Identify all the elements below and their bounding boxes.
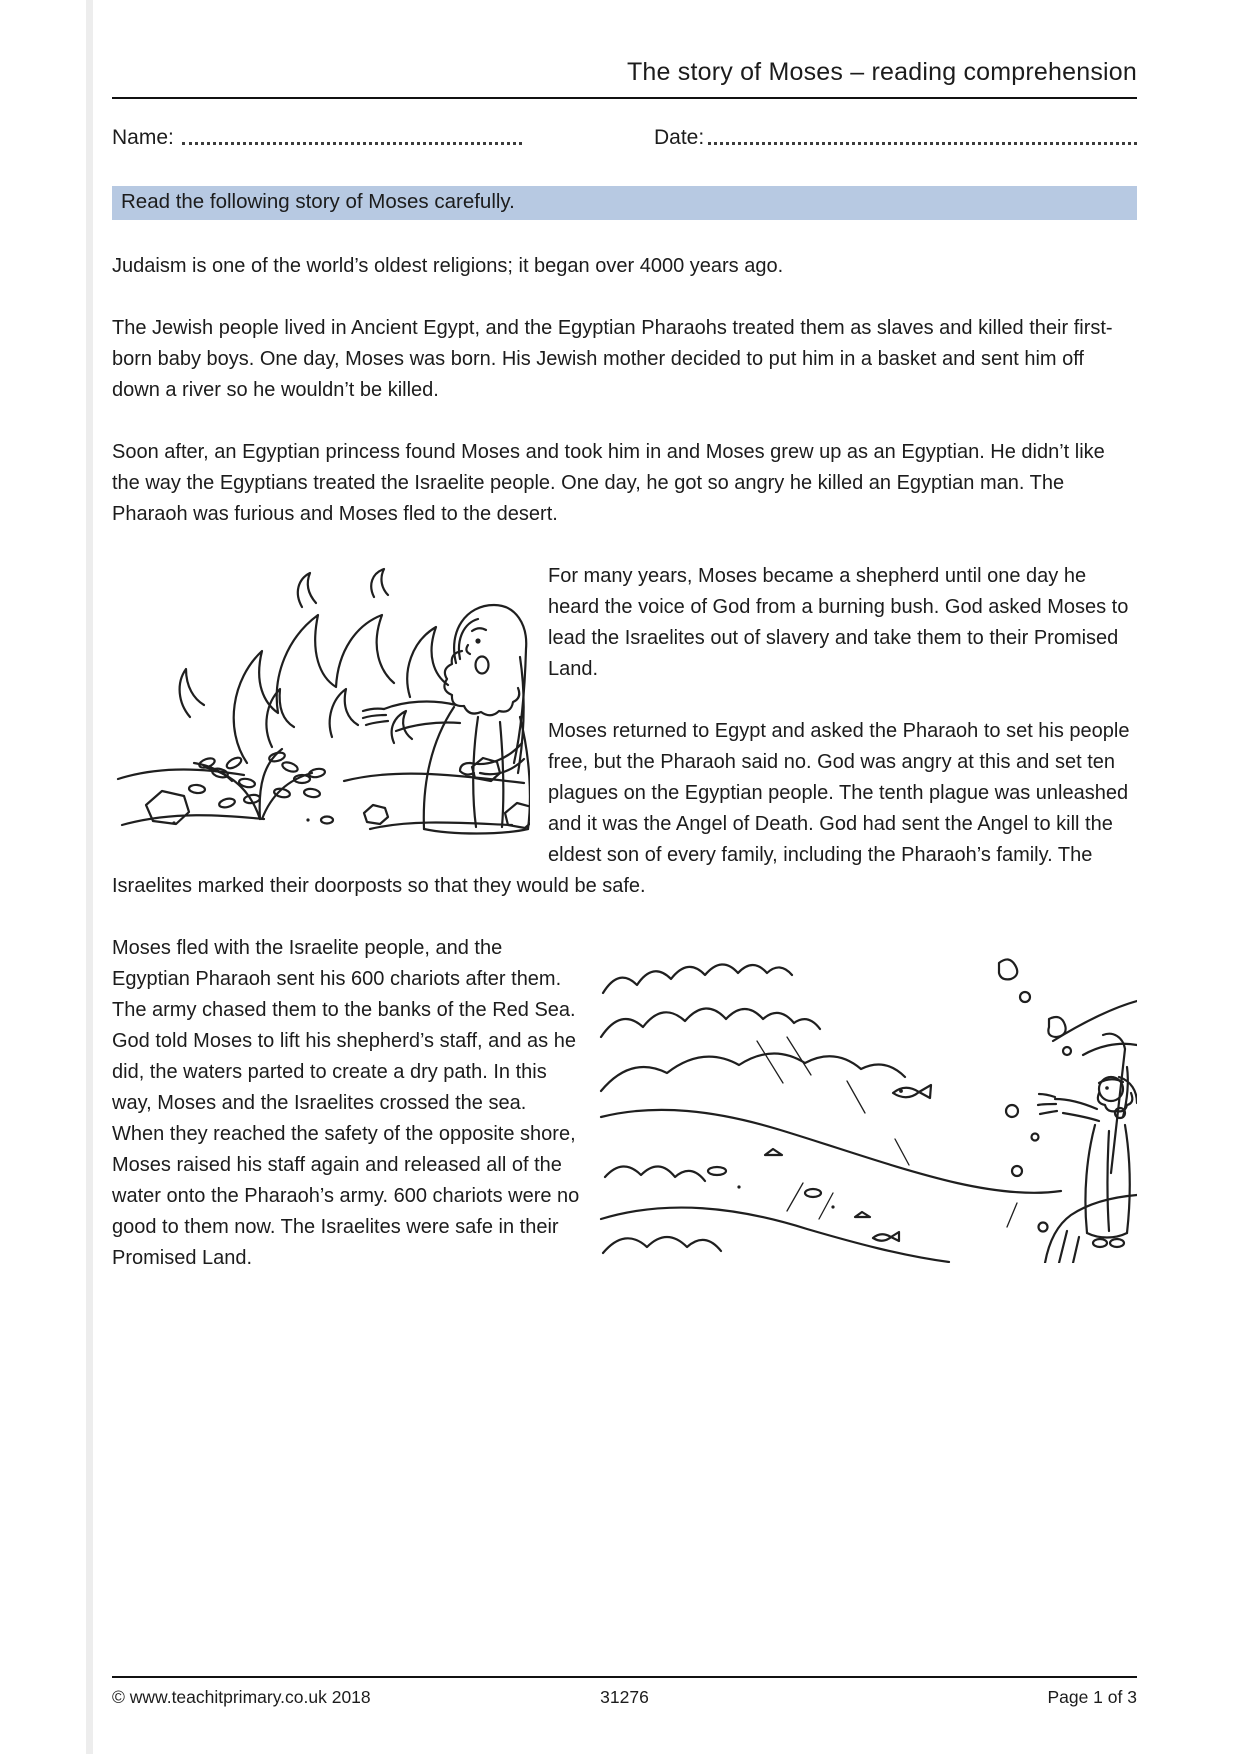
date-field [654, 126, 1137, 150]
name-date-row [112, 126, 1137, 150]
footer [112, 1676, 1137, 1708]
story-paragraph-2: The Jewish people lived in Ancient Egypt, and the Egyptian Pharaohs treated them as slaves and killed their first-born baby boys. One day, Moses was born. His Jewish mother decided to put him in a basket and sent him off down a river so he wouldn’t be killed. [112, 317, 1113, 401]
footer-page-number: Page 1 of 3 [1047, 1687, 1137, 1707]
red-sea-illustration [597, 941, 1137, 1263]
story-paragraph-6: Moses fled with the Israelite people, and the Egyptian Pharaoh sent his 600 chariots after them. The army chased them to the banks of the Red Sea. God told Moses to lift his shepherd’s staff, and as he did, the waters parted to create a dry path. In this way, Moses and the Israelites crossed the sea. When they reached the safety of the opposite shore, Moses raised his staff again and released all of the water onto the Pharaoh’s army. 600 chariots were no good to them now. The Israelites were safe in their Promised Land. [112, 937, 580, 1269]
name-write-line [182, 142, 522, 145]
story-paragraph-1: Judaism is one of the world’s oldest religions; it began over 4000 years ago. [112, 255, 784, 277]
date-label: Date: [654, 126, 705, 149]
header [112, 58, 1137, 99]
burning-bush-section [112, 561, 1137, 902]
story-paragraph-4: For many years, Moses became a shepherd until one day he heard the voice of God from a burning bush. God asked Moses to lead the Israelites out of slavery and take them to their Promised Land. [548, 565, 1129, 680]
footer-copyright: © www.teachitprimary.co.uk 2018 [112, 1687, 371, 1707]
date-write-line [708, 142, 1137, 145]
footer-resource-id: 31276 [600, 1687, 649, 1707]
name-label: Name: [112, 126, 174, 149]
burning-bush-illustration [112, 567, 530, 845]
page-content [112, 0, 1137, 1274]
instruction-banner: Read the following story of Moses carefully. [112, 186, 1137, 220]
story-paragraph-3: Soon after, an Egyptian princess found Moses and took him in and Moses grew up as an Egyptian. He didn’t like the way the Egyptians treated the Israelite people. One day, he got so angry he killed an Egyptian man. The Pharaoh was furious and Moses fled to the desert. [112, 441, 1105, 525]
name-field [112, 126, 522, 150]
red-sea-section [112, 933, 1137, 1274]
page-edge-line [86, 0, 93, 1754]
story-paragraph-5: Moses returned to Egypt and asked the Pharaoh to set his people free, but the Pharaoh said no. God was angry at this and set ten plagues on the Egyptian people. The tenth plague was unleashed and it was the Angel of Death. God had sent the Angel to kill the eldest son of every family, including the Pharaoh’s family. The Israelites marked their doorposts so that they would be safe. [112, 720, 1130, 897]
page-title: The story of Moses – reading comprehension [626, 58, 1137, 86]
